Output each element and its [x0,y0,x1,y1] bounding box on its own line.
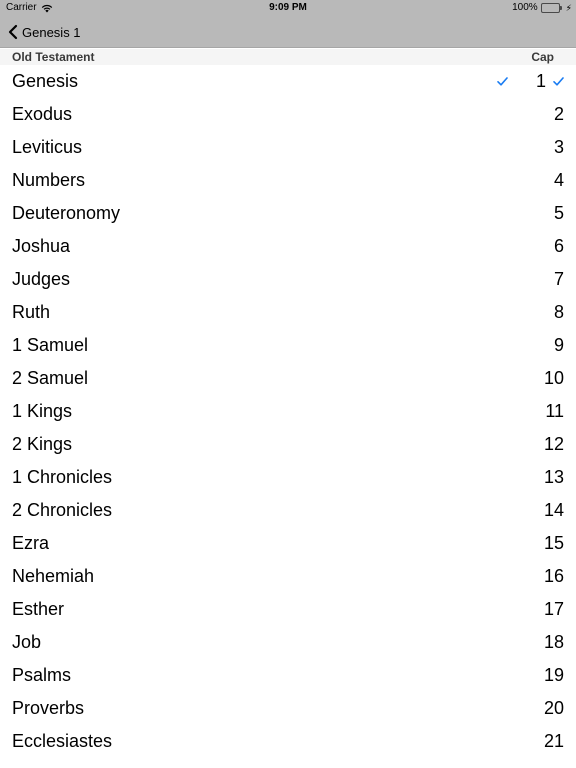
book-chapter-count: 17 [543,599,564,619]
book-chapter-count: 8 [553,302,564,322]
book-name: 2 Samuel [12,368,89,388]
book-chapter-count: 9 [553,335,564,355]
book-name: Ecclesiastes [12,731,113,751]
section-title: Old Testament [12,50,95,64]
book-name: Judges [12,269,71,289]
book-chapter-count: 10 [543,368,564,388]
book-name: 1 Kings [12,401,73,421]
list-item-book[interactable] [0,560,576,593]
book-name: Psalms [12,665,72,685]
back-button[interactable] [8,16,81,48]
book-name: 2 Chronicles [12,500,113,520]
carrier-label: Carrier [6,2,37,13]
book-chapter-count: 7 [553,269,564,289]
book-chapter-count: 18 [543,632,564,652]
chevron-left-icon [8,24,18,40]
list-item-book[interactable] [0,428,576,461]
section-header [0,49,576,65]
list-item-book[interactable] [0,296,576,329]
list-item-book[interactable] [0,725,576,758]
list-item-book[interactable] [0,494,576,527]
list-item-book[interactable] [0,263,576,296]
list-item-book[interactable] [0,692,576,725]
book-chapter-count: 16 [543,566,564,586]
status-time: 9:09 PM [269,2,307,13]
book-chapter-count: 5 [553,203,564,223]
book-chapter-count: 11 [545,401,564,421]
battery-percent: 100% [512,2,538,13]
charging-bolt-icon: ⚡︎ [565,3,572,13]
book-name: Ruth [12,302,51,322]
book-name: Leviticus [12,137,83,157]
status-right [512,0,572,16]
list-item-book[interactable] [0,527,576,560]
battery-icon [541,3,563,13]
book-name: Genesis [12,71,79,91]
book-chapter-count: 15 [543,533,564,553]
book-name: Esther [12,599,65,619]
book-name: Nehemiah [12,566,95,586]
book-chapter-count: 14 [543,500,564,520]
book-chapter-count: 21 [543,731,564,751]
list-item-book[interactable] [0,659,576,692]
book-name: Exodus [12,104,73,124]
list-item-book[interactable] [0,164,576,197]
book-name: Joshua [12,236,71,256]
navigation-bar [0,16,576,48]
book-chapter-count: 2 [553,104,564,124]
back-button-label: Genesis 1 [22,24,81,40]
list-item-book[interactable] [0,461,576,494]
book-name: Proverbs [12,698,85,718]
list-item-book[interactable] [0,362,576,395]
book-chapter-count: 20 [543,698,564,718]
list-item-book[interactable] [0,230,576,263]
chapter-column-label: Cap [531,50,554,64]
book-chapter-count: 19 [543,665,564,685]
list-item-book[interactable] [0,98,576,131]
list-item-book[interactable] [0,395,576,428]
book-name: 2 Kings [12,434,73,454]
status-bar [0,0,576,16]
book-name: Job [12,632,42,652]
list-item-book[interactable] [0,626,576,659]
book-name: 1 Samuel [12,335,89,355]
book-name: Ezra [12,533,50,553]
book-chapter-count: 1 [535,71,546,91]
list-item-book[interactable] [0,197,576,230]
book-checkmark-icon [497,77,508,86]
list-item-book[interactable] [0,131,576,164]
book-name: 1 Chronicles [12,467,113,487]
list-item-book[interactable] [0,593,576,626]
chapter-checkmark-icon [553,77,564,86]
book-chapter-count: 4 [553,170,564,190]
book-chapter-count: 12 [543,434,564,454]
book-chapter-count: 13 [543,467,564,487]
list-item-book[interactable] [0,65,576,98]
book-chapter-count: 6 [553,236,564,256]
book-name: Numbers [12,170,86,190]
book-name: Deuteronomy [12,203,121,223]
book-chapter-count: 3 [553,137,564,157]
list-item-book[interactable] [0,329,576,362]
book-list [0,65,576,758]
